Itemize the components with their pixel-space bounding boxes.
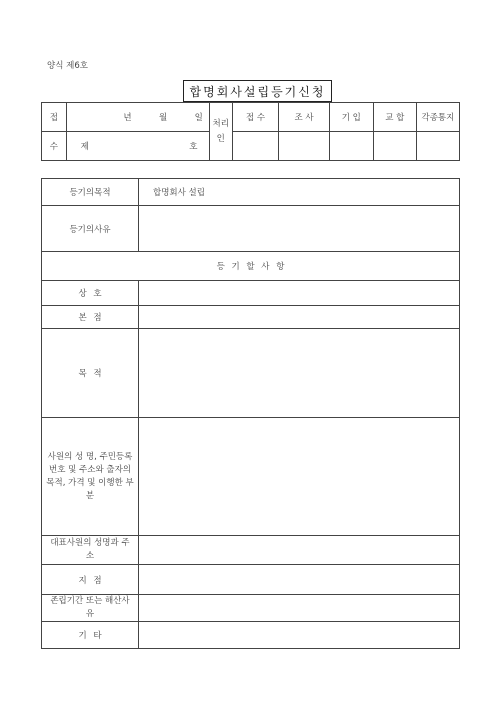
section-header: 등 기 할 사 항 <box>42 252 460 281</box>
col-collation: 교 합 <box>373 103 416 132</box>
application-table <box>41 178 460 649</box>
reason-label: 등기의사유 <box>42 206 139 252</box>
other-label: 기 타 <box>42 622 139 649</box>
representative-label: 대표사원의 성명과 주소 <box>42 536 139 565</box>
date-day-label: 일 <box>194 113 203 123</box>
stamp-collation[interactable] <box>373 132 416 161</box>
purpose-field[interactable]: 합명회사 설립 <box>139 179 460 206</box>
form-title: 합명회사설립등기신청 <box>183 80 332 102</box>
number-ho-label: 호 <box>189 142 198 152</box>
receipt-number-cell[interactable] <box>66 132 209 161</box>
duration-field[interactable] <box>139 595 460 622</box>
date-month-label: 월 <box>158 113 168 123</box>
stamp-notice[interactable] <box>416 132 459 161</box>
receipt-label-bottom: 수 <box>42 132 67 161</box>
date-year-label: 년 <box>123 113 132 123</box>
handler-label: 처리인 <box>209 103 232 161</box>
other-field[interactable] <box>139 622 460 649</box>
trade-name-field[interactable] <box>139 281 460 306</box>
duration-label: 존립기간 또는 해산사유 <box>42 595 139 622</box>
head-office-field[interactable] <box>139 306 460 329</box>
col-notice: 각종통지 <box>416 103 459 132</box>
stamp-receipt[interactable] <box>232 132 279 161</box>
reason-field[interactable] <box>139 206 460 252</box>
stamp-entry[interactable] <box>329 132 373 161</box>
branch-field[interactable] <box>139 565 460 595</box>
purpose-label: 등기의목적 <box>42 179 139 206</box>
receipt-date-cell[interactable] <box>66 103 209 132</box>
objective-field[interactable] <box>139 329 460 418</box>
representative-field[interactable] <box>139 536 460 565</box>
partners-info-label: 사원의 성 명, 주민등록번호 및 주소와 출자의 목적, 가격 및 이행한 부분 <box>42 418 139 536</box>
objective-label: 목 적 <box>42 329 139 418</box>
col-inspection: 조 사 <box>279 103 329 132</box>
branch-label: 지 점 <box>42 565 139 595</box>
col-receipt: 접 수 <box>232 103 279 132</box>
head-office-label: 본 점 <box>42 306 139 329</box>
receipt-label-top: 접 <box>42 103 67 132</box>
number-je-label: 제 <box>80 142 89 152</box>
stamp-inspection[interactable] <box>279 132 329 161</box>
trade-name-label: 상 호 <box>42 281 139 306</box>
receipt-table <box>41 102 460 161</box>
partners-info-field[interactable] <box>139 418 460 536</box>
form-number: 양식 제6호 <box>47 61 88 71</box>
col-entry: 기 입 <box>329 103 373 132</box>
